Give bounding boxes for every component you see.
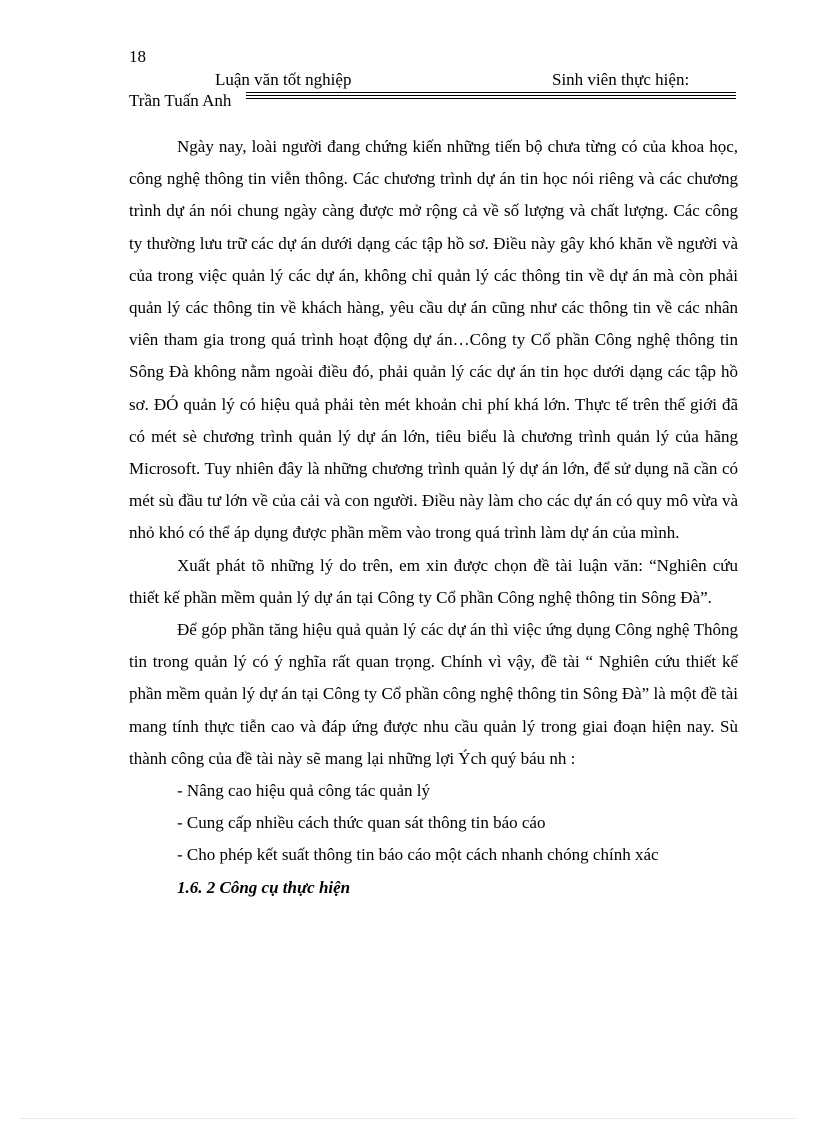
paragraph-significance: Để góp phần tăng hiệu quả quản lý các dự án thì việc ứng dụng Công nghệ Thông tin trong quản lý có ý nghĩa rất quan trọng. Chính vì vậy, đề tài “ Nghiên cứu thiết kế phần mềm quản lý dự án tại Công ty Cổ phần công nghệ thông tin Sông Đà” là một đề tài mang tính thực tiễn cao và đáp ứng được nhu cầu quản lý trong giai đoạn hiện nay. Sù thành công của đề tài này sẽ mang lại những lợi Ých quý báu nh :: [129, 620, 738, 768]
list-item: - Cung cấp nhiều cách thức quan sát thông tin báo cáo: [177, 813, 546, 833]
header-right-title: Sinh viên thực hiện:: [552, 70, 690, 89]
header-rule-3: [246, 98, 736, 99]
header-author: Trần Tuấn Anh: [129, 91, 232, 110]
page-number: 18: [129, 47, 146, 66]
list-item: - Nâng cao hiệu quả công tác quản lý: [177, 781, 431, 801]
header-rule-2: [246, 95, 736, 96]
header-rule: [246, 92, 736, 93]
header-left-title: Luận văn tốt nghiệp: [215, 70, 352, 89]
paragraph-intro: Ngày nay, loài người đang chứng kiến những tiến bộ chưa từng có của khoa học, công nghệ thông tin viễn thông. Các chương trình dự án tin học nói riêng và các chương trình dự án nói chung ngày càng được mở rộng cả về số lượng và chất lượng. Các công ty thường lưu trữ các dự án dưới dạng các tập hồ sơ. Điều này gây khó khăn về người và của trong việc quản lý các dự án, không chỉ quản lý các thông tin về dự án mà còn phải quản lý các thông tin về khách hàng, yêu cầu dự án cũng như các thông tin về các nhân viên tham gia trong quá trình hoạt động dự án…Công ty Cổ phần Công nghệ thông tin Sông Đà không nằm ngoài điều đó, phải quản lý các dự án tin học dưới dạng các tập hồ sơ. ĐÓ quản lý có hiệu quả phải tèn mét khoản chi phí khá lớn. Thực tế trên thế giới đã có mét sè chương trình quản lý dự án lớn, tiêu biểu là chương trình quản lý của hãng Microsoft. Tuy nhiên đây là những chương trình quản lý dự án lớn, để sử dụng nã cần có mét sù đầu tư lớn về của cải và con người. Điều này làm cho các dự án có quy mô vừa và nhỏ khó có thể áp dụng được phần mềm vào trong quá trình làm dự án của mình.: [129, 137, 738, 543]
list-item: - Cho phép kết suất thông tin báo cáo một cách nhanh chóng chính xác: [177, 845, 659, 865]
page-bottom-divider: [20, 1118, 796, 1119]
paragraph-topic: Xuất phát tõ những lý do trên, em xin được chọn đề tài luận văn: “Nghiên cứu thiết kế phần mềm quản lý dự án tại Công ty Cổ phần Công nghệ thông tin Sông Đà”.: [129, 555, 738, 607]
section-heading: 1.6. 2 Công cụ thực hiện: [177, 877, 351, 897]
benefits-list: [129, 775, 738, 872]
document-body: [129, 131, 738, 904]
